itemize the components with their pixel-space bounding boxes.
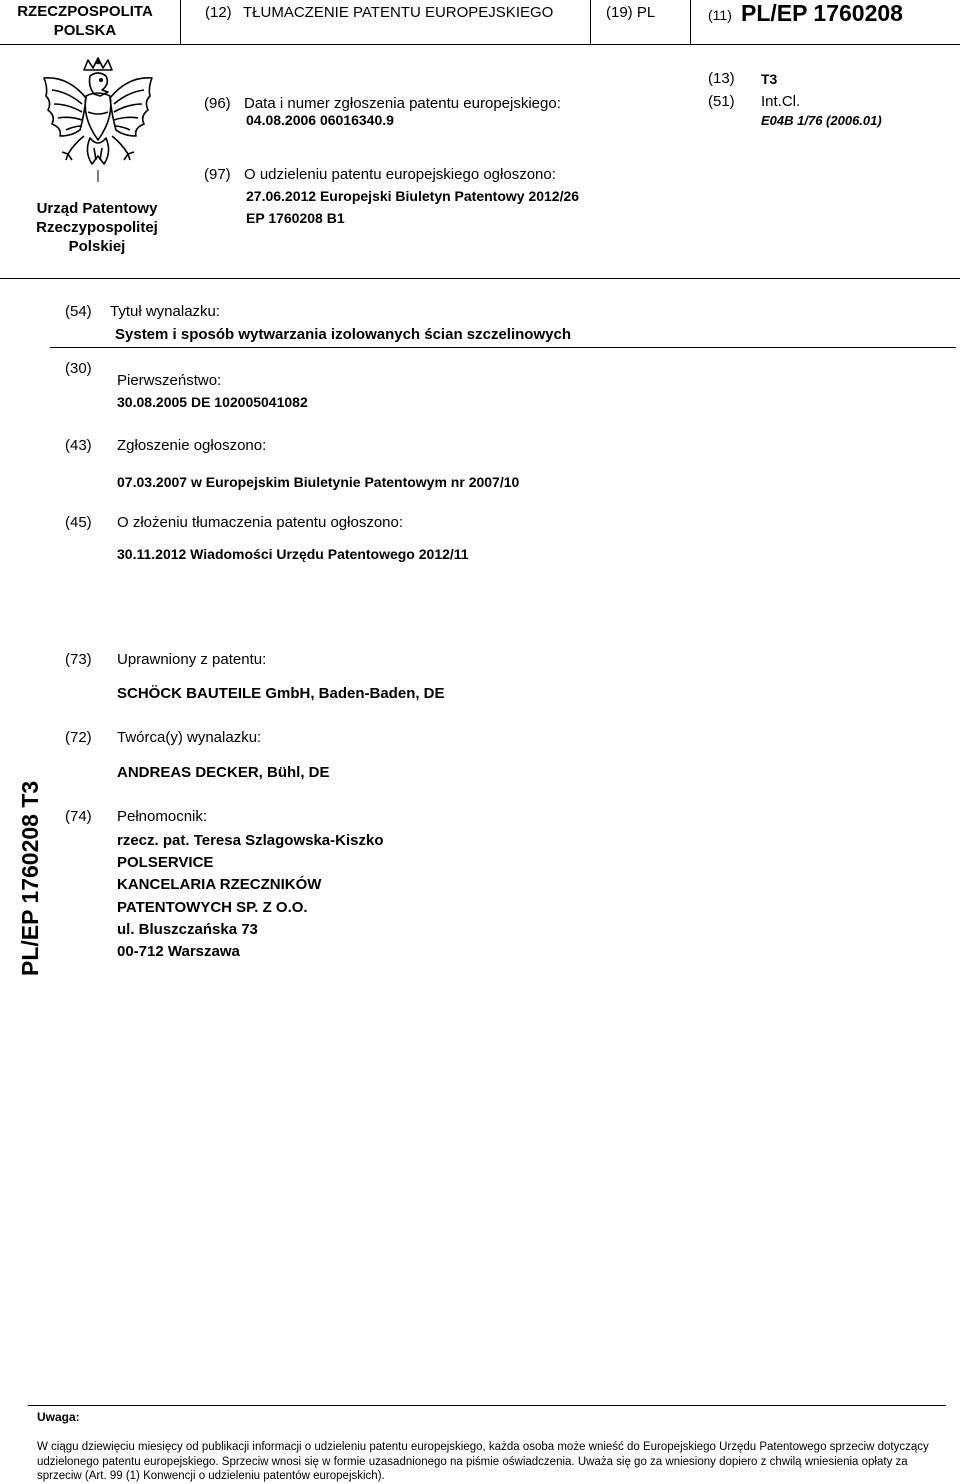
country-name: RZECZPOSPOLITA POLSKA	[17, 3, 153, 39]
attorney-code: (74)	[65, 808, 92, 825]
header-top-rule	[0, 44, 960, 45]
classification-code: (51)	[708, 93, 735, 110]
kind-code: (13)	[708, 70, 735, 87]
footer-note	[37, 1410, 945, 1484]
grant-ep-number: EP 1760208 B1	[246, 210, 345, 226]
section-divider	[50, 347, 956, 348]
white-eagle-emblem-icon	[38, 56, 158, 182]
section-divider	[0, 278, 960, 279]
priority-label: Pierwszeństwo:	[117, 372, 222, 389]
inventor-label: Twórca(y) wynalazku:	[117, 729, 262, 746]
priority-code: (30)	[65, 360, 92, 377]
attorney-label: Pełnomocnik:	[117, 808, 208, 825]
doc-type-code: (12)	[205, 4, 232, 21]
application-label: Data i numer zgłoszenia patentu europejskiego:	[244, 95, 561, 112]
header-separator	[590, 0, 591, 44]
publication-number-code: (11)	[708, 7, 732, 23]
attorney-line: ul. Bluszczańska 73	[117, 921, 258, 938]
proprietor-value: SCHÖCK BAUTEILE GmbH, Baden-Baden, DE	[117, 685, 445, 702]
invention-title: System i sposób wytwarzania izolowanych ścian szczelinowych	[115, 326, 571, 343]
inventor-code: (72)	[65, 729, 92, 746]
publication-number: PL/EP 1760208	[741, 0, 903, 26]
attorney-line: POLSERVICE	[117, 854, 214, 871]
grant-code: (97)	[204, 166, 231, 183]
footer-text: W ciągu dziewięciu miesięcy od publikacji informacji o udzieleniu patentu europejskiego, każda osoba może wnieść do Europejskiego Urzędu Patentowego sprzeciw dotyczący udzielonego patentu europejskiego. Sprzeciw wnosi się w formie uzasadnionego na piśmie oświadczenia. Uważa się go za wniesiony dopiero z chwilą wniesienia opłaty za sprzeciw (Art. 99 (1) Konwencji o udzieleniu patentów europejskich).	[37, 1441, 929, 1482]
application-value: 04.08.2006 06016340.9	[246, 112, 394, 128]
footer-label: Uwaga:	[37, 1410, 80, 1424]
publication-label: Zgłoszenie ogłoszono:	[117, 437, 267, 454]
doc-type: TŁUMACZENIE PATENTU EUROPEJSKIEGO	[243, 4, 554, 21]
country-code: (19) PL	[606, 4, 656, 21]
translation-value: 30.11.2012 Wiadomości Urzędu Patentowego 2012/11	[117, 546, 469, 562]
proprietor-code: (73)	[65, 651, 92, 668]
office-name: Urząd Patentowy Rzeczypospolitej Polskiej	[36, 200, 158, 255]
title-code: (54)	[65, 303, 92, 320]
footer-rule	[28, 1405, 946, 1406]
publication-code: (43)	[65, 437, 92, 454]
attorney-line: rzecz. pat. Teresa Szlagowska-Kiszko	[117, 832, 384, 849]
translation-code: (45)	[65, 514, 92, 531]
inventor-value: ANDREAS DECKER, Bühl, DE	[117, 764, 330, 781]
priority-value: 30.08.2005 DE 102005041082	[117, 394, 308, 410]
sidebar-patent-number: PL/EP 1760208 T3	[17, 780, 43, 976]
header-separator	[690, 0, 691, 44]
classification-value: E04B 1/76 (2006.01)	[761, 113, 882, 128]
kind-value: T3	[761, 71, 778, 87]
title-label: Tytuł wynalazku:	[110, 303, 221, 320]
attorney-line: 00-712 Warszawa	[117, 943, 240, 960]
publication-value: 07.03.2007 w Europejskim Biuletynie Patentowym nr 2007/10	[117, 474, 520, 490]
application-code: (96)	[204, 95, 231, 112]
grant-label: O udzieleniu patentu europejskiego ogłoszono:	[244, 166, 556, 183]
proprietor-label: Uprawniony z patentu:	[117, 651, 267, 668]
attorney-line: KANCELARIA RZECZNIKÓW	[117, 876, 322, 893]
header-separator	[180, 0, 181, 44]
grant-bulletin: 27.06.2012 Europejski Biuletyn Patentowy 2012/26	[246, 188, 580, 204]
translation-label: O złożeniu tłumaczenia patentu ogłoszono:	[117, 514, 404, 531]
classification-label: Int.Cl.	[761, 93, 801, 110]
attorney-line: PATENTOWYCH SP. Z O.O.	[117, 899, 308, 916]
